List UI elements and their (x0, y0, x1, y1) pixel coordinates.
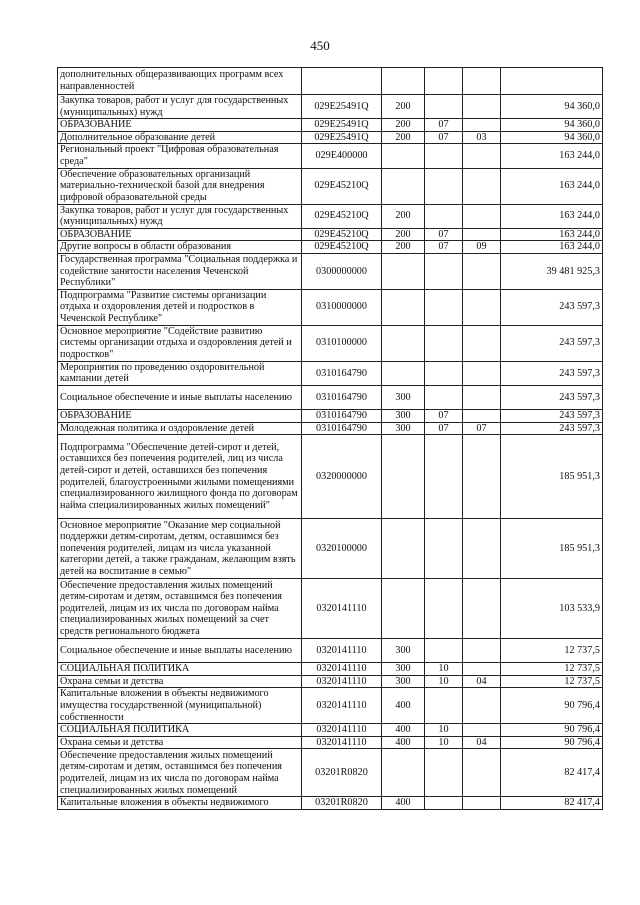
row-name: Охрана семьи и детства (58, 736, 302, 749)
row-amount: 82 417,4 (501, 749, 603, 797)
row-expense-type: 200 (382, 241, 425, 254)
row-code (302, 68, 382, 95)
row-section: 10 (425, 736, 463, 749)
row-code: 0300000000 (302, 253, 382, 289)
row-name: Обеспечение образовательных организаций материально-технической базой для внедрения цифровой образовательной среды (58, 168, 302, 204)
row-section (425, 289, 463, 325)
row-amount: 243 597,3 (501, 409, 603, 422)
row-amount: 94 360,0 (501, 119, 603, 132)
row-subsection (463, 663, 501, 676)
row-name: Дополнительное образование детей (58, 131, 302, 144)
row-expense-type: 300 (382, 675, 425, 688)
row-expense-type (382, 68, 425, 95)
row-name: ОБРАЗОВАНИЕ (58, 409, 302, 422)
row-expense-type: 400 (382, 688, 425, 724)
row-name: Капитальные вложения в объекты недвижимого (58, 797, 302, 810)
row-amount: 243 597,3 (501, 422, 603, 435)
row-subsection (463, 749, 501, 797)
row-section: 10 (425, 663, 463, 676)
row-subsection (463, 724, 501, 737)
row-expense-type: 300 (382, 409, 425, 422)
row-amount: 12 737,5 (501, 639, 603, 663)
row-section: 10 (425, 675, 463, 688)
row-name: Мероприятия по проведению оздоровительной кампании детей (58, 361, 302, 385)
row-name: Молодежная политика и оздоровление детей (58, 422, 302, 435)
row-subsection (463, 204, 501, 228)
row-section (425, 579, 463, 639)
row-section (425, 688, 463, 724)
row-expense-type (382, 325, 425, 361)
row-name: Основное мероприятие "Оказание мер социальной поддержки детям-сиротам, детям, оставшимся без попечения родителей, лицам из числа указанной категории детей, а также гражданам, желающим взять детей на воспитание в семью" (58, 519, 302, 579)
table-row (58, 131, 603, 144)
row-expense-type: 300 (382, 663, 425, 676)
row-subsection (463, 253, 501, 289)
page-number: 450 (310, 38, 330, 53)
row-subsection (463, 144, 501, 168)
row-expense-type (382, 579, 425, 639)
row-code: 03201R0820 (302, 749, 382, 797)
row-code: 0320141110 (302, 639, 382, 663)
row-subsection (463, 119, 501, 132)
row-code: 029E25491Q (302, 131, 382, 144)
row-name: Государственная программа "Социальная поддержка и содействие занятости населения Чеченской Республики" (58, 253, 302, 289)
row-code: 03201R0820 (302, 797, 382, 810)
table-row (58, 361, 603, 385)
row-expense-type: 200 (382, 119, 425, 132)
row-section (425, 361, 463, 385)
budget-table (57, 67, 603, 810)
row-expense-type: 200 (382, 228, 425, 241)
row-name: Региональный проект "Цифровая образовательная среда" (58, 144, 302, 168)
row-name: Социальное обеспечение и иные выплаты населению (58, 639, 302, 663)
row-subsection (463, 385, 501, 409)
row-section (425, 435, 463, 519)
row-subsection (463, 289, 501, 325)
row-subsection (463, 688, 501, 724)
row-name: Подпрограмма "Обеспечение детей-сирот и детей, оставшихся без попечения родителей, лиц из числа детей-сирот и детей, оставшихся без попечения родителей, благоустроенными жилыми помещениями специализированного жилищного фонда по договорам найма специализированных жилых помещений" (58, 435, 302, 519)
row-subsection: 04 (463, 675, 501, 688)
row-expense-type: 300 (382, 422, 425, 435)
row-expense-type: 200 (382, 204, 425, 228)
row-subsection (463, 95, 501, 119)
row-section: 07 (425, 119, 463, 132)
row-amount: 185 951,3 (501, 519, 603, 579)
row-amount: 82 417,4 (501, 797, 603, 810)
table-row (58, 409, 603, 422)
row-subsection (463, 435, 501, 519)
row-amount: 163 244,0 (501, 144, 603, 168)
row-code: 0310000000 (302, 289, 382, 325)
row-section (425, 144, 463, 168)
row-section: 07 (425, 228, 463, 241)
row-amount: 94 360,0 (501, 95, 603, 119)
table-row (58, 435, 603, 519)
row-expense-type: 300 (382, 385, 425, 409)
row-amount: 243 597,3 (501, 325, 603, 361)
row-expense-type (382, 519, 425, 579)
row-section (425, 749, 463, 797)
row-section (425, 68, 463, 95)
row-name: СОЦИАЛЬНАЯ ПОЛИТИКА (58, 724, 302, 737)
row-code: 0320000000 (302, 435, 382, 519)
row-expense-type (382, 749, 425, 797)
row-subsection (463, 228, 501, 241)
row-expense-type (382, 435, 425, 519)
row-expense-type (382, 253, 425, 289)
row-expense-type: 300 (382, 639, 425, 663)
row-subsection: 09 (463, 241, 501, 254)
table-row (58, 325, 603, 361)
row-section (425, 639, 463, 663)
row-amount: 243 597,3 (501, 385, 603, 409)
row-amount: 163 244,0 (501, 168, 603, 204)
row-name: Обеспечение предоставления жилых помещений детям-сиротам и детям, оставшимся без попечения родителей, лицам из их числа по договорам найма специализированных жилых помещений (58, 749, 302, 797)
row-name: Основное мероприятие "Содействие развитию системы организации отдыха и оздоровления детей и подростков" (58, 325, 302, 361)
row-section (425, 385, 463, 409)
table-row (58, 724, 603, 737)
row-subsection (463, 409, 501, 422)
row-code: 0320141110 (302, 663, 382, 676)
row-name: ОБРАЗОВАНИЕ (58, 228, 302, 241)
table-row (58, 422, 603, 435)
row-code: 0320141110 (302, 579, 382, 639)
row-code: 0310164790 (302, 422, 382, 435)
row-subsection (463, 579, 501, 639)
table-row (58, 675, 603, 688)
row-subsection: 07 (463, 422, 501, 435)
row-name: СОЦИАЛЬНАЯ ПОЛИТИКА (58, 663, 302, 676)
row-amount: 94 360,0 (501, 131, 603, 144)
row-code: 0320141110 (302, 736, 382, 749)
table-row (58, 736, 603, 749)
row-section: 07 (425, 422, 463, 435)
row-section (425, 797, 463, 810)
table-row (58, 797, 603, 810)
row-section (425, 253, 463, 289)
row-code: 0320100000 (302, 519, 382, 579)
row-section: 07 (425, 409, 463, 422)
table-row (58, 639, 603, 663)
row-name: Обеспечение предоставления жилых помещений детям-сиротам и детям, оставшимся без попечения родителей, лицам из их числа по договорам найма специализированных жилых помещений за счет средств регионального бюджета (58, 579, 302, 639)
row-expense-type (382, 289, 425, 325)
row-section: 10 (425, 724, 463, 737)
row-amount: 163 244,0 (501, 228, 603, 241)
row-subsection (463, 68, 501, 95)
table-row (58, 385, 603, 409)
row-section (425, 95, 463, 119)
row-amount: 103 533,9 (501, 579, 603, 639)
table-row (58, 228, 603, 241)
row-subsection (463, 797, 501, 810)
table-row (58, 168, 603, 204)
row-subsection (463, 168, 501, 204)
row-expense-type: 400 (382, 736, 425, 749)
row-name: Закупка товаров, работ и услуг для государственных (муниципальных) нужд (58, 95, 302, 119)
row-amount: 12 737,5 (501, 663, 603, 676)
row-amount: 90 796,4 (501, 688, 603, 724)
row-code: 029E25491Q (302, 95, 382, 119)
row-code: 029E25491Q (302, 119, 382, 132)
table-row (58, 663, 603, 676)
table-row (58, 241, 603, 254)
row-expense-type: 400 (382, 797, 425, 810)
row-amount: 90 796,4 (501, 724, 603, 737)
row-code: 029E45210Q (302, 241, 382, 254)
row-name: дополнительных общеразвивающих программ всех направленностей (58, 68, 302, 95)
row-name: Социальное обеспечение и иные выплаты населению (58, 385, 302, 409)
row-subsection: 03 (463, 131, 501, 144)
row-section (425, 168, 463, 204)
row-code: 0320141110 (302, 724, 382, 737)
row-section: 07 (425, 131, 463, 144)
row-section (425, 519, 463, 579)
table-row (58, 579, 603, 639)
row-code: 029E400000 (302, 144, 382, 168)
row-code: 0310100000 (302, 325, 382, 361)
row-code: 0310164790 (302, 361, 382, 385)
row-amount: 243 597,3 (501, 289, 603, 325)
row-name: ОБРАЗОВАНИЕ (58, 119, 302, 132)
row-section (425, 204, 463, 228)
row-name: Другие вопросы в области образования (58, 241, 302, 254)
row-section (425, 325, 463, 361)
row-code: 029E45210Q (302, 168, 382, 204)
row-code: 0310164790 (302, 385, 382, 409)
row-name: Подпрограмма "Развитие системы организации отдыха и оздоровления детей и подростков в Чеченской Республике" (58, 289, 302, 325)
row-expense-type: 200 (382, 95, 425, 119)
row-amount: 243 597,3 (501, 361, 603, 385)
table-row (58, 68, 603, 95)
table-row (58, 688, 603, 724)
row-name: Закупка товаров, работ и услуг для государственных (муниципальных) нужд (58, 204, 302, 228)
table-row (58, 749, 603, 797)
row-amount: 39 481 925,3 (501, 253, 603, 289)
row-expense-type: 400 (382, 724, 425, 737)
table-row (58, 204, 603, 228)
row-amount: 90 796,4 (501, 736, 603, 749)
row-subsection: 04 (463, 736, 501, 749)
table-row (58, 289, 603, 325)
row-code: 0320141110 (302, 688, 382, 724)
row-subsection (463, 519, 501, 579)
row-subsection (463, 361, 501, 385)
table-row (58, 144, 603, 168)
row-code: 0310164790 (302, 409, 382, 422)
table-row (58, 519, 603, 579)
row-expense-type (382, 144, 425, 168)
table-row (58, 95, 603, 119)
row-amount: 163 244,0 (501, 204, 603, 228)
row-code: 0320141110 (302, 675, 382, 688)
row-subsection (463, 325, 501, 361)
row-amount: 12 737,5 (501, 675, 603, 688)
row-expense-type: 200 (382, 131, 425, 144)
row-section: 07 (425, 241, 463, 254)
row-subsection (463, 639, 501, 663)
row-amount: 163 244,0 (501, 241, 603, 254)
table-row (58, 119, 603, 132)
row-amount (501, 68, 603, 95)
row-amount: 185 951,3 (501, 435, 603, 519)
table-row (58, 253, 603, 289)
row-expense-type (382, 168, 425, 204)
row-expense-type (382, 361, 425, 385)
row-code: 029E45210Q (302, 204, 382, 228)
row-name: Капитальные вложения в объекты недвижимого имущества государственной (муниципальной) собственности (58, 688, 302, 724)
row-code: 029E45210Q (302, 228, 382, 241)
row-name: Охрана семьи и детства (58, 675, 302, 688)
